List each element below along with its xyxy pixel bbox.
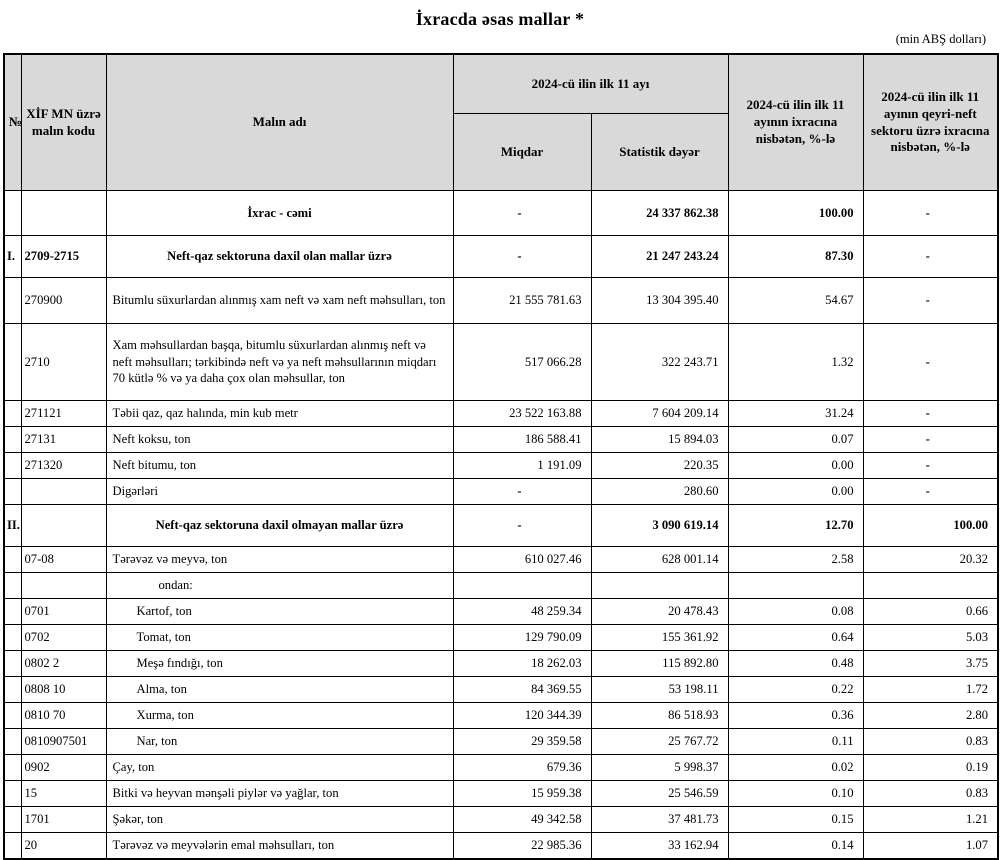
- cell-share-nonoil: 0.19: [863, 755, 998, 781]
- header-quantity: Miqdar: [453, 114, 591, 191]
- header-period-span: 2024-cü ilin ilk 11 ayı: [453, 54, 728, 114]
- cell-stat-value: 115 892.80: [591, 651, 728, 677]
- cell-no: [4, 401, 21, 427]
- page-title: İxracda əsas mallar *: [415, 9, 585, 29]
- cell-share-total: 0.64: [728, 625, 863, 651]
- cell-code: 271121: [21, 401, 106, 427]
- cell-share-total: 0.11: [728, 729, 863, 755]
- table-row: [4, 401, 998, 427]
- cell-name: Neft koksu, ton: [106, 427, 453, 453]
- cell-no: [4, 833, 21, 860]
- cell-share-total: 0.22: [728, 677, 863, 703]
- cell-share-nonoil: 5.03: [863, 625, 998, 651]
- cell-code: 0810907501: [21, 729, 106, 755]
- cell-name: Meşə fındığı, ton: [106, 651, 453, 677]
- header-name: Malın adı: [106, 54, 453, 191]
- cell-share-nonoil: -: [863, 236, 998, 278]
- cell-stat-value: 5 998.37: [591, 755, 728, 781]
- cell-no: [4, 703, 21, 729]
- cell-share-nonoil: 2.80: [863, 703, 998, 729]
- cell-name: Tərəvəz və meyvələrin emal məhsulları, ton: [106, 833, 453, 860]
- cell-no: [4, 781, 21, 807]
- cell-quantity: [453, 573, 591, 599]
- cell-no: [4, 625, 21, 651]
- cell-no: [4, 479, 21, 505]
- cell-stat-value: 280.60: [591, 479, 728, 505]
- cell-share-nonoil: 1.72: [863, 677, 998, 703]
- cell-name: Tərəvəz və meyvə, ton: [106, 547, 453, 573]
- cell-quantity: -: [453, 191, 591, 236]
- cell-stat-value: 25 767.72: [591, 729, 728, 755]
- cell-code: [21, 191, 106, 236]
- table-row: [4, 236, 998, 278]
- cell-stat-value: 15 894.03: [591, 427, 728, 453]
- cell-code: 1701: [21, 807, 106, 833]
- cell-quantity: 48 259.34: [453, 599, 591, 625]
- cell-share-nonoil: 0.83: [863, 729, 998, 755]
- table-row: [4, 703, 998, 729]
- table-body: [4, 191, 998, 860]
- cell-stat-value: 53 198.11: [591, 677, 728, 703]
- cell-name: Təbii qaz, qaz halında, min kub metr: [106, 401, 453, 427]
- cell-quantity: 679.36: [453, 755, 591, 781]
- cell-share-nonoil: 1.07: [863, 833, 998, 860]
- table-row: [4, 599, 998, 625]
- cell-share-total: 100.00: [728, 191, 863, 236]
- cell-share-nonoil: -: [863, 191, 998, 236]
- cell-name: ondan:: [106, 573, 453, 599]
- cell-no: [4, 677, 21, 703]
- cell-stat-value: 37 481.73: [591, 807, 728, 833]
- cell-quantity: 120 344.39: [453, 703, 591, 729]
- cell-code: 27131: [21, 427, 106, 453]
- cell-quantity: 21 555 781.63: [453, 278, 591, 324]
- cell-stat-value: 25 546.59: [591, 781, 728, 807]
- cell-share-nonoil: 0.83: [863, 781, 998, 807]
- cell-share-total: 31.24: [728, 401, 863, 427]
- cell-no: I.: [4, 236, 21, 278]
- cell-name: Neft-qaz sektoruna daxil olmayan mallar üzrə: [106, 505, 453, 547]
- cell-share-nonoil: -: [863, 278, 998, 324]
- table-row: [4, 453, 998, 479]
- cell-name: Bitumlu süxurlardan alınmış xam neft və xam neft məhsulları, ton: [106, 278, 453, 324]
- cell-share-total: 0.15: [728, 807, 863, 833]
- exports-table: [3, 53, 999, 860]
- cell-quantity: 15 959.38: [453, 781, 591, 807]
- cell-no: [4, 755, 21, 781]
- cell-code: 20: [21, 833, 106, 860]
- table-row: [4, 651, 998, 677]
- header-row-1: [4, 54, 998, 114]
- cell-code: 0701: [21, 599, 106, 625]
- cell-share-nonoil: 100.00: [863, 505, 998, 547]
- cell-share-total: 2.58: [728, 547, 863, 573]
- header-code: XİF MN üzrə malın kodu: [21, 54, 106, 191]
- header-share-nonoil: 2024-cü ilin ilk 11 ayının qeyri-neft sektoru üzrə ixracına nisbətən, %-lə: [863, 54, 998, 191]
- cell-share-nonoil: 0.66: [863, 599, 998, 625]
- cell-name: Çay, ton: [106, 755, 453, 781]
- cell-stat-value: [591, 573, 728, 599]
- cell-code: 0810 70: [21, 703, 106, 729]
- cell-no: [4, 547, 21, 573]
- cell-share-nonoil: -: [863, 427, 998, 453]
- table-row: [4, 324, 998, 401]
- cell-share-nonoil: [863, 573, 998, 599]
- cell-code: 2710: [21, 324, 106, 401]
- cell-code: 0702: [21, 625, 106, 651]
- table-row: [4, 573, 998, 599]
- cell-no: [4, 427, 21, 453]
- table-row: [4, 427, 998, 453]
- cell-share-total: 0.36: [728, 703, 863, 729]
- cell-quantity: 129 790.09: [453, 625, 591, 651]
- cell-quantity: -: [453, 236, 591, 278]
- cell-name: Kartof, ton: [106, 599, 453, 625]
- cell-code: 15: [21, 781, 106, 807]
- cell-share-total: 0.02: [728, 755, 863, 781]
- cell-quantity: 84 369.55: [453, 677, 591, 703]
- cell-stat-value: 3 090 619.14: [591, 505, 728, 547]
- cell-quantity: 49 342.58: [453, 807, 591, 833]
- cell-share-total: 0.48: [728, 651, 863, 677]
- cell-name: Neft bitumu, ton: [106, 453, 453, 479]
- cell-no: [4, 651, 21, 677]
- cell-share-nonoil: -: [863, 453, 998, 479]
- table-row: [4, 479, 998, 505]
- cell-no: [4, 807, 21, 833]
- table-header: [4, 54, 998, 191]
- header-share-total: 2024-cü ilin ilk 11 ayının ixracına nisbətən, %-lə: [728, 54, 863, 191]
- page: [0, 9, 1000, 853]
- table-row: [4, 781, 998, 807]
- cell-code: [21, 479, 106, 505]
- table-row: [4, 833, 998, 860]
- cell-code: 2709-2715: [21, 236, 106, 278]
- table-row: [4, 278, 998, 324]
- cell-name: Tomat, ton: [106, 625, 453, 651]
- cell-share-total: 87.30: [728, 236, 863, 278]
- header-no: №: [4, 54, 21, 191]
- cell-name: Xurma, ton: [106, 703, 453, 729]
- cell-no: [4, 599, 21, 625]
- cell-stat-value: 21 247 243.24: [591, 236, 728, 278]
- cell-share-total: 0.10: [728, 781, 863, 807]
- cell-quantity: -: [453, 505, 591, 547]
- table-row: [4, 625, 998, 651]
- cell-code: 270900: [21, 278, 106, 324]
- cell-name: Neft-qaz sektoruna daxil olan mallar üzrə: [106, 236, 453, 278]
- cell-name: Bitki və heyvan mənşəli piylər və yağlar, ton: [106, 781, 453, 807]
- cell-no: [4, 324, 21, 401]
- cell-quantity: 610 027.46: [453, 547, 591, 573]
- table-row: [4, 191, 998, 236]
- cell-quantity: 29 359.58: [453, 729, 591, 755]
- cell-share-total: 0.07: [728, 427, 863, 453]
- cell-quantity: 186 588.41: [453, 427, 591, 453]
- header-stat-value: Statistik dəyər: [591, 114, 728, 191]
- cell-name: İxrac - cəmi: [106, 191, 453, 236]
- cell-share-total: 0.00: [728, 479, 863, 505]
- cell-share-nonoil: 3.75: [863, 651, 998, 677]
- cell-stat-value: 86 518.93: [591, 703, 728, 729]
- cell-quantity: 18 262.03: [453, 651, 591, 677]
- cell-share-total: 12.70: [728, 505, 863, 547]
- cell-share-total: 0.14: [728, 833, 863, 860]
- cell-name: Şəkər, ton: [106, 807, 453, 833]
- cell-quantity: -: [453, 479, 591, 505]
- cell-name: Alma, ton: [106, 677, 453, 703]
- cell-no: [4, 278, 21, 324]
- cell-quantity: 517 066.28: [453, 324, 591, 401]
- cell-name: Xam məhsullardan başqa, bitumlu süxurlardan alınmış neft və neft məhsulları; tərkibində neft və ya neft məhsullarının miqdarı 70 kütlə % və ya daha çox olan məhsullar, ton: [106, 324, 453, 401]
- cell-code: 271320: [21, 453, 106, 479]
- cell-share-nonoil: 20.32: [863, 547, 998, 573]
- cell-stat-value: 13 304 395.40: [591, 278, 728, 324]
- cell-stat-value: 628 001.14: [591, 547, 728, 573]
- cell-name: Digərləri: [106, 479, 453, 505]
- cell-code: [21, 505, 106, 547]
- cell-quantity: 22 985.36: [453, 833, 591, 860]
- cell-name: Nar, ton: [106, 729, 453, 755]
- table-row: [4, 729, 998, 755]
- cell-no: [4, 573, 21, 599]
- cell-quantity: 23 522 163.88: [453, 401, 591, 427]
- cell-share-total: 54.67: [728, 278, 863, 324]
- cell-share-total: 0.08: [728, 599, 863, 625]
- table-row: [4, 807, 998, 833]
- cell-stat-value: 24 337 862.38: [591, 191, 728, 236]
- cell-no: [4, 729, 21, 755]
- cell-no: [4, 191, 21, 236]
- cell-share-total: 0.00: [728, 453, 863, 479]
- cell-code: 0802 2: [21, 651, 106, 677]
- cell-stat-value: 7 604 209.14: [591, 401, 728, 427]
- cell-stat-value: 155 361.92: [591, 625, 728, 651]
- cell-stat-value: 33 162.94: [591, 833, 728, 860]
- cell-share-nonoil: 1.21: [863, 807, 998, 833]
- cell-share-total: [728, 573, 863, 599]
- table-row: [4, 677, 998, 703]
- cell-no: [4, 453, 21, 479]
- cell-stat-value: 20 478.43: [591, 599, 728, 625]
- table-row: [4, 505, 998, 547]
- table-row: [4, 547, 998, 573]
- cell-stat-value: 322 243.71: [591, 324, 728, 401]
- cell-stat-value: 220.35: [591, 453, 728, 479]
- cell-code: 0902: [21, 755, 106, 781]
- cell-code: 07-08: [21, 547, 106, 573]
- cell-share-total: 1.32: [728, 324, 863, 401]
- cell-share-nonoil: -: [863, 324, 998, 401]
- cell-code: [21, 573, 106, 599]
- cell-share-nonoil: -: [863, 401, 998, 427]
- unit-note: (min ABŞ dolları): [895, 32, 986, 46]
- cell-code: 0808 10: [21, 677, 106, 703]
- cell-share-nonoil: -: [863, 479, 998, 505]
- cell-quantity: 1 191.09: [453, 453, 591, 479]
- table-row: [4, 755, 998, 781]
- cell-no: II.: [4, 505, 21, 547]
